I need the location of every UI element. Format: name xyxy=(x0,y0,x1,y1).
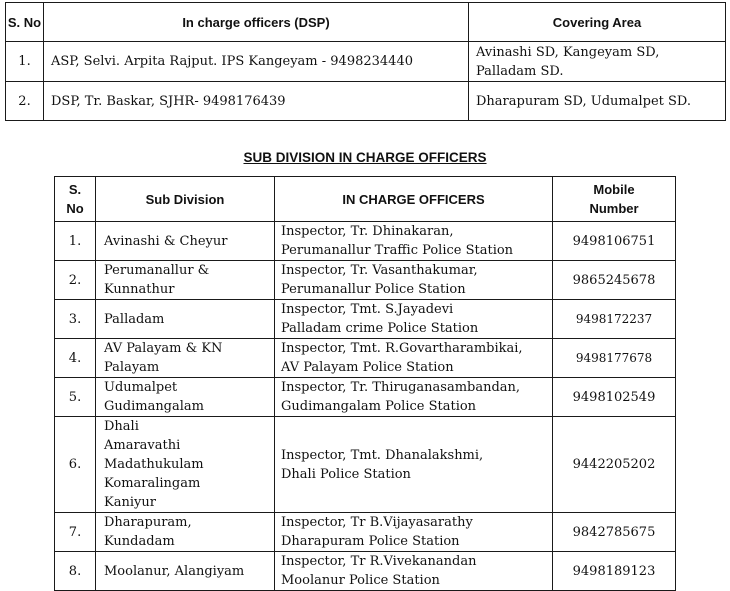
row-officer xyxy=(275,417,553,513)
table-row xyxy=(55,261,676,300)
subdivision-table-header xyxy=(55,177,676,222)
row-area: Dharapuram SD, Udumalpet SD. xyxy=(469,82,726,121)
table-row xyxy=(55,339,676,378)
row-officer xyxy=(275,339,553,378)
subdivision-line: Amaravathi xyxy=(104,438,181,453)
officer-line: Perumanallur Police Station xyxy=(281,282,466,297)
row-area xyxy=(469,42,726,82)
row-officer: ASP, Selvi. Arpita Rajput. IPS Kangeyam - 9498234440 xyxy=(44,42,469,82)
officer-line: Moolanur Police Station xyxy=(281,573,440,588)
subdivision-line: Kunnathur xyxy=(104,282,175,297)
header-sno: S. No xyxy=(6,3,44,42)
row-sno: 6. xyxy=(55,417,96,513)
table-row xyxy=(55,378,676,417)
officer-line: Inspector, Tmt. S.Jayadevi xyxy=(281,302,454,317)
row-mobile: 9442205202 xyxy=(553,417,676,513)
area-line: Palladam SD. xyxy=(476,63,564,79)
row-sno: 1. xyxy=(6,42,44,82)
subdivision-line: Palladam xyxy=(104,311,165,327)
subdivision-rows xyxy=(55,222,676,591)
row-sno: 4. xyxy=(55,339,96,378)
row-sno: 8. xyxy=(55,552,96,591)
row-mobile: 9498106751 xyxy=(553,222,676,261)
subdivision-line: AV Palayam & KN xyxy=(104,341,223,356)
officer-line: Inspector, Tr B.Vijayasarathy xyxy=(281,515,473,530)
row-officer xyxy=(275,222,553,261)
row-mobile: 9498177678 xyxy=(553,339,676,378)
row-officer xyxy=(275,261,553,300)
header-area: Covering Area xyxy=(469,3,726,42)
subdivision-line: Perumanallur & xyxy=(104,263,210,278)
section-title: SUB DIVISION IN CHARGE OFFICERS xyxy=(243,150,487,165)
table-row xyxy=(55,417,676,513)
officer-line: Inspector, Tmt. Dhanalakshmi, xyxy=(281,447,484,463)
officer-line: Dhali Police Station xyxy=(281,466,411,482)
header-sno-line: S. xyxy=(68,182,82,197)
row-subdivision xyxy=(96,300,275,339)
subdivision-table xyxy=(54,176,676,591)
subdivision-line: Udumalpet xyxy=(104,380,178,395)
row-officer xyxy=(275,513,553,552)
row-mobile: 9498102549 xyxy=(553,378,676,417)
officer-line: Inspector, Tr. Dhinakaran, xyxy=(281,224,454,239)
officer-line: Perumanallur Traffic Police Station xyxy=(281,243,514,258)
area-line: Avinashi SD, Kangeyam SD, xyxy=(476,44,660,60)
header-officers: In charge officers (DSP) xyxy=(44,3,469,42)
table-row xyxy=(55,513,676,552)
row-sno: 2. xyxy=(6,82,44,121)
header-mobile-line: Number xyxy=(589,201,639,216)
row-officer xyxy=(275,300,553,339)
row-sno: 3. xyxy=(55,300,96,339)
row-sno: 7. xyxy=(55,513,96,552)
row-subdivision xyxy=(96,261,275,300)
row-sno: 2. xyxy=(55,261,96,300)
row-officer xyxy=(275,552,553,591)
officer-line: AV Palayam Police Station xyxy=(281,360,454,375)
header-sno xyxy=(55,177,96,222)
officer-line: Inspector, Tr. Vasanthakumar, xyxy=(281,263,478,278)
table-row xyxy=(6,82,726,121)
officer-line: Dharapuram Police Station xyxy=(281,534,460,549)
table-row xyxy=(55,300,676,339)
subdivision-line: Gudimangalam xyxy=(104,399,204,414)
row-mobile: 9865245678 xyxy=(553,261,676,300)
dsp-table xyxy=(5,2,726,121)
table-row xyxy=(55,552,676,591)
header-subdivision: Sub Division xyxy=(96,177,275,222)
row-subdivision xyxy=(96,378,275,417)
subdivision-line: Kaniyur xyxy=(104,495,156,510)
officer-line: Gudimangalam Police Station xyxy=(281,399,477,414)
row-subdivision xyxy=(96,513,275,552)
officer-line: Palladam crime Police Station xyxy=(281,321,479,336)
header-mobile-line: Mobile xyxy=(593,182,635,197)
row-mobile: 9498189123 xyxy=(553,552,676,591)
row-officer xyxy=(275,378,553,417)
row-subdivision xyxy=(96,417,275,513)
row-mobile: 9498172237 xyxy=(553,300,676,339)
header-mobile xyxy=(553,177,676,222)
row-officer: DSP, Tr. Baskar, SJHR- 9498176439 xyxy=(44,82,469,121)
row-sno: 5. xyxy=(55,378,96,417)
subdivision-line: Palayam xyxy=(104,360,160,375)
header-sno-line: No xyxy=(66,201,84,216)
dsp-table-header xyxy=(6,3,726,42)
subdivision-line: Madathukulam xyxy=(104,457,204,472)
subdivision-line: Dharapuram, xyxy=(104,515,192,530)
row-sno: 1. xyxy=(55,222,96,261)
subdivision-line: Avinashi & Cheyur xyxy=(104,233,228,249)
table-row xyxy=(55,222,676,261)
subdivision-line: Kundadam xyxy=(104,534,175,549)
row-subdivision xyxy=(96,222,275,261)
officer-line: Inspector, Tr R.Vivekanandan xyxy=(281,554,477,569)
table-row xyxy=(6,42,726,82)
officer-line: Inspector, Tmt. R.Govartharambikai, xyxy=(281,341,523,356)
header-officers: IN CHARGE OFFICERS xyxy=(275,177,553,222)
row-subdivision xyxy=(96,339,275,378)
row-subdivision xyxy=(96,552,275,591)
subdivision-line: Komaralingam xyxy=(104,476,201,491)
officer-line: Inspector, Tr. Thiruganasambandan, xyxy=(281,380,521,395)
row-mobile: 9842785675 xyxy=(553,513,676,552)
subdivision-line: Moolanur, Alangiyam xyxy=(104,563,245,579)
subdivision-line: Dhali xyxy=(104,419,139,434)
